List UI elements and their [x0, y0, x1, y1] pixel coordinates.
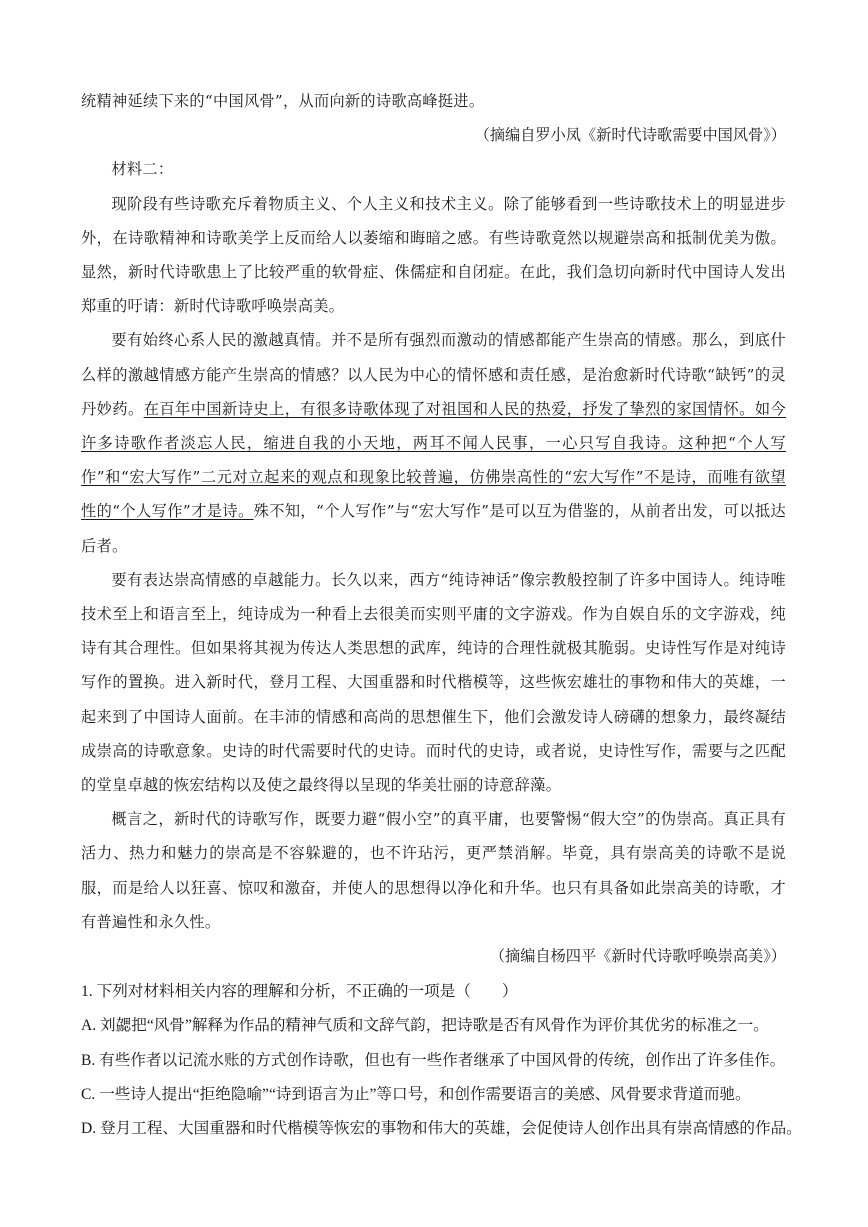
- material2-heading: 材料二：: [111, 160, 174, 179]
- question-1-option-d: D. 登月工程、大国重器和时代楷模等恢宏的事物和伟大的英雄，会促使诗人创作出具有崇高情感的作品。: [81, 1120, 802, 1138]
- underlined-passage: 在百年中国新诗史上，有很多诗歌体现了对祖国和人民的热爱，抒发了挚烈的家国情怀。如今许多诗歌作者淡忘人民，缩进自我的小天地，两耳不闻人民事，一心只写自我诗。这种把“个人写作”和“宏大写作”二元对立起来的观点和现象比较普遍，仿佛崇高性的“宏大写作”不是诗，而唯有欲望性的“个人写作”才是诗。: [81, 399, 786, 521]
- material2-source: （摘编自杨四平《新时代诗歌呼唤崇高美》）: [489, 947, 786, 966]
- question-1-option-b: B. 有些作者以记流水账的方式创作诗歌，但也有一些作者继承了中国风骨的传统，创作出了许多佳作。: [81, 1051, 786, 1069]
- material2-paragraph-3: 要有表达崇高情感的卓越能力。长久以来，西方“纯诗神话”像宗教般控制了许多中国诗人。纯诗唯技术至上和语言至上，纯诗成为一种看上去很美而实则平庸的文字游戏。作为自娱自乐的文字游戏，纯诗有其合理性。但如果将其视为传达人类思想的武库，纯诗的合理性就极其脆弱。史诗性写作是对纯诗写作的置换。进入新时代，登月工程、大国重器和时代楷模等，这些恢宏雄壮的事物和伟大的英雄，一起来到了中国诗人面前。在丰沛的情感和高尚的思想催生下，他们会激发诗人磅礴的想象力，最终凝结成崇高的诗歌意象。史诗的时代需要时代的史诗。而时代的史诗，或者说，史诗性写作，需要与之匹配的堂皇卓越的恢宏结构以及使之最终得以呈现的华美壮丽的诗意辞藻。: [81, 570, 786, 795]
- document-page: [81, 84, 802, 1146]
- question-1-option-a: A. 刘勰把“风骨”解释为作品的精神气质和文辞气韵，把诗歌是否有风骨作为评价其优劣的标准之一。: [81, 1017, 769, 1035]
- material2-paragraph-4: 概言之，新时代的诗歌写作，既要力避“假小空”的真平庸，也要警惕“假大空”的伪崇高。真正具有活力、热力和魅力的崇高是不容躲避的，也不许玷污，更严禁消解。毕竟，具有崇高美的诗歌不是说服，而是给人以狂喜、惊叹和激奋，并使人的思想得以净化和升华。也只有具备如此崇高美的诗歌，才有普遍性和永久性。: [81, 810, 786, 931]
- material2-paragraph-2: [81, 323, 786, 562]
- paragraph-2-ending: 殊不知，“个人写作”与“宏大写作”是可以互为借鉴的，从前者出发，可以抵达后者。: [81, 502, 786, 555]
- material1-continuation: 统精神延续下来的“中国风骨”，从而向新的诗歌高峰挺进。: [81, 92, 485, 110]
- question-1-stem: 1. 下列对材料相关内容的理解和分析，不正确的一项是（ ）: [81, 983, 518, 1001]
- material1-source: （摘编自罗小凤《新时代诗歌需要中国风骨》）: [474, 126, 786, 145]
- material2-paragraph-1: 现阶段有些诗歌充斥着物质主义、个人主义和技术主义。除了能够看到一些诗歌技术上的明显进步外，在诗歌精神和诗歌美学上反而给人以萎缩和晦暗之感。有些诗歌竟然以规避崇高和抵制优美为傲。显然，新时代诗歌患上了比较严重的软骨症、侏儒症和自闭症。在此，我们急切向新时代中国诗人发出郑重的吁请：新时代诗歌呼唤崇高美。: [81, 194, 786, 316]
- question-1-option-c: C. 一些诗人提出“拒绝隐喻”“诗到语言为止”等口号，和创作需要语言的美感、风骨要求背道而驰。: [81, 1085, 751, 1103]
- paragraph-2-intro: 要有始终心系人民的激越真情。并不是所有强烈而激动的情感都能产生崇高的情感。那么，到底什么样的激越情感方能产生崇高的情感？以人民为中心的情怀感和责任感，是治愈新时代诗歌“缺钙”的灵丹妙药。: [81, 331, 786, 418]
